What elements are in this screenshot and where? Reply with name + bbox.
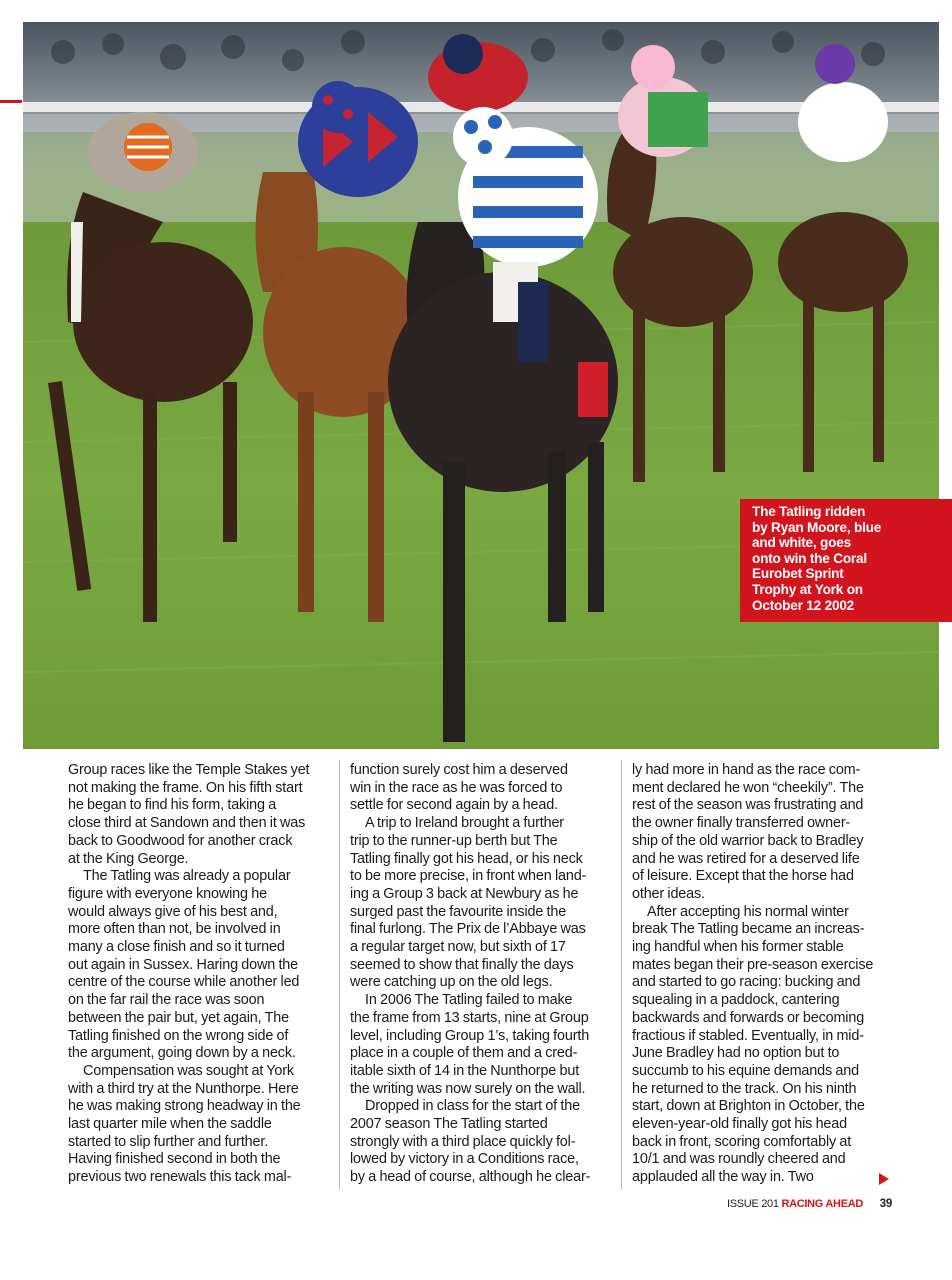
body-text-line: last quarter mile when the saddle bbox=[68, 1116, 272, 1133]
body-text-line: would always give of his best and, bbox=[68, 903, 278, 920]
horse-race-illustration bbox=[23, 22, 939, 749]
body-text-line: win in the race as he was forced to bbox=[350, 779, 563, 796]
body-text-line: trip to the runner-up berth but The bbox=[350, 832, 558, 849]
body-text-line: by a head of course, although he clear- bbox=[350, 1169, 591, 1186]
body-text-line: strongly with a third place quickly fol- bbox=[350, 1133, 576, 1150]
body-text-line: back in front, scoring comfortably at bbox=[632, 1133, 852, 1150]
body-text-line: ment declared he won “cheekily”. The bbox=[632, 779, 864, 796]
body-text-line: succumb to his equine demands and bbox=[632, 1062, 859, 1079]
body-text-line: rest of the season was frustrating and bbox=[632, 797, 864, 814]
body-text-line: Dropped in class for the start of the bbox=[365, 1098, 580, 1115]
body-text-line: figure with everyone knowing he bbox=[68, 885, 267, 902]
body-text-line: applauded all the way in. Two bbox=[632, 1169, 814, 1186]
body-text-line: June Bradley had no option but to bbox=[632, 1045, 840, 1062]
body-text-line: squealing in a paddock, cantering bbox=[632, 992, 840, 1009]
body-text-line: Tatling finally got his head, or his neck bbox=[350, 850, 583, 867]
body-text-line: were catching up on the old legs. bbox=[350, 974, 553, 991]
body-text-line: After accepting his normal winter bbox=[647, 903, 849, 920]
body-text-line: with a third try at the Nunthorpe. Here bbox=[68, 1080, 299, 1097]
body-text-line: the owner finally transferred owner- bbox=[632, 815, 851, 832]
body-text-line: the frame from 13 starts, nine at Group bbox=[350, 1009, 589, 1026]
body-text-line: started to slip further and further. bbox=[68, 1133, 269, 1150]
body-text-line: Tatling finished on the wrong side of bbox=[68, 1027, 289, 1044]
body-text-line: of leisure. Except that the horse had bbox=[632, 868, 854, 885]
body-text-line: break The Tatling became an increas- bbox=[632, 921, 865, 938]
article-column-2 bbox=[350, 762, 614, 1187]
page-footer bbox=[727, 1198, 892, 1210]
body-text-line: other ideas. bbox=[632, 885, 705, 902]
body-text-line: mates began their pre-season exercise bbox=[632, 956, 874, 973]
body-text-line: and started to go racing: bucking and bbox=[632, 974, 861, 991]
article-column-1 bbox=[68, 762, 332, 1187]
body-text-line: Having finished second in both the bbox=[68, 1151, 281, 1168]
body-text-line: he was making strong headway in the bbox=[68, 1098, 301, 1115]
body-text-line: between the pair but, yet again, The bbox=[68, 1009, 289, 1026]
caption-line: by Ryan Moore, blue bbox=[752, 519, 882, 535]
body-text-line: seemed to show that finally the days bbox=[350, 956, 574, 973]
article-column-3 bbox=[632, 762, 896, 1187]
body-text-line: ship of the old warrior back to Bradley bbox=[632, 832, 864, 849]
page-number: 39 bbox=[879, 1198, 892, 1210]
body-text-line: A trip to Ireland brought a further bbox=[365, 815, 564, 832]
body-text-line: he returned to the track. On his ninth bbox=[632, 1080, 857, 1097]
body-text-line: level, including Group 1’s, taking fourth bbox=[350, 1027, 590, 1044]
body-text-line: at the King George. bbox=[68, 850, 189, 867]
body-text-line: not making the frame. On his fifth start bbox=[68, 779, 303, 796]
body-text-line: to be more precise, in front when land- bbox=[350, 868, 587, 885]
body-text-line: ly had more in hand as the race com- bbox=[632, 762, 861, 778]
caption-line: onto win the Coral bbox=[752, 550, 867, 566]
continue-arrow-icon bbox=[879, 1173, 889, 1185]
body-text-line: ing a Group 3 back at Newbury as he bbox=[350, 885, 579, 902]
issue-number: ISSUE 201 bbox=[726, 1198, 779, 1210]
body-text-line: the argument, going down by a neck. bbox=[68, 1045, 296, 1062]
body-text-line: final furlong. The Prix de l’Abbaye was bbox=[350, 921, 586, 938]
body-text-line: start, down at Brighton in October, the bbox=[632, 1098, 865, 1115]
caption-line: and white, goes bbox=[752, 535, 851, 551]
body-text-line: backwards and forwards or becoming bbox=[632, 1009, 865, 1026]
body-text-line: Group races like the Temple Stakes yet bbox=[68, 762, 310, 778]
caption-line: Trophy at York on bbox=[752, 581, 863, 597]
body-text-line: settle for second again by a head. bbox=[350, 797, 558, 814]
body-text-line: the writing was now surely on the wall. bbox=[350, 1080, 586, 1097]
column-divider bbox=[621, 760, 622, 1190]
accent-bar bbox=[0, 100, 22, 103]
column-divider bbox=[339, 760, 340, 1190]
body-text-line: fractious if stabled. Eventually, in mid- bbox=[632, 1027, 864, 1044]
body-text-line: previous two renewals this tack mal- bbox=[68, 1169, 292, 1186]
magazine-name: RACING AHEAD bbox=[781, 1198, 864, 1210]
body-text-line: surged past the favourite inside the bbox=[350, 903, 567, 920]
body-text-line: centre of the course while another led bbox=[68, 974, 300, 991]
body-text-line: Compensation was sought at York bbox=[83, 1062, 294, 1079]
photo-caption bbox=[740, 499, 952, 622]
body-text-line: a regular target now, but sixth of 17 bbox=[350, 939, 566, 956]
body-text-line: on the far rail the race was soon bbox=[68, 992, 265, 1009]
caption-line: October 12 2002 bbox=[752, 597, 855, 613]
body-text-line: place in a couple of them and a cred- bbox=[350, 1045, 578, 1062]
body-text-line: back to Goodwood for another crack bbox=[68, 832, 293, 849]
body-text-line: more often than not, be involved in bbox=[68, 921, 281, 938]
caption-line: The Tatling ridden bbox=[752, 504, 866, 519]
race-photo bbox=[23, 22, 939, 749]
body-text-line: many a close finish and so it turned bbox=[68, 939, 285, 956]
body-text-line: lowed by victory in a Conditions race, bbox=[350, 1151, 579, 1168]
body-text-line: out again in Sussex. Haring down the bbox=[68, 956, 298, 973]
body-text-line: itable sixth of 14 in the Nunthorpe but bbox=[350, 1062, 580, 1079]
body-text-line: and he was retired for a deserved life bbox=[632, 850, 860, 867]
body-text-line: function surely cost him a deserved bbox=[350, 762, 568, 778]
body-text-line: close third at Sandown and then it was bbox=[68, 815, 306, 832]
body-text-line: In 2006 The Tatling failed to make bbox=[365, 992, 573, 1009]
body-text-line: 10/1 and was roundly cheered and bbox=[632, 1151, 846, 1168]
body-text-line: The Tatling was already a popular bbox=[83, 868, 291, 885]
body-text-line: he began to find his form, taking a bbox=[68, 797, 277, 814]
body-text-line: ing handful when his former stable bbox=[632, 939, 844, 956]
body-text-line: eleven-year-old finally got his head bbox=[632, 1116, 847, 1133]
body-text-line: 2007 season The Tatling started bbox=[350, 1116, 548, 1133]
caption-line: Eurobet Sprint bbox=[752, 566, 844, 582]
